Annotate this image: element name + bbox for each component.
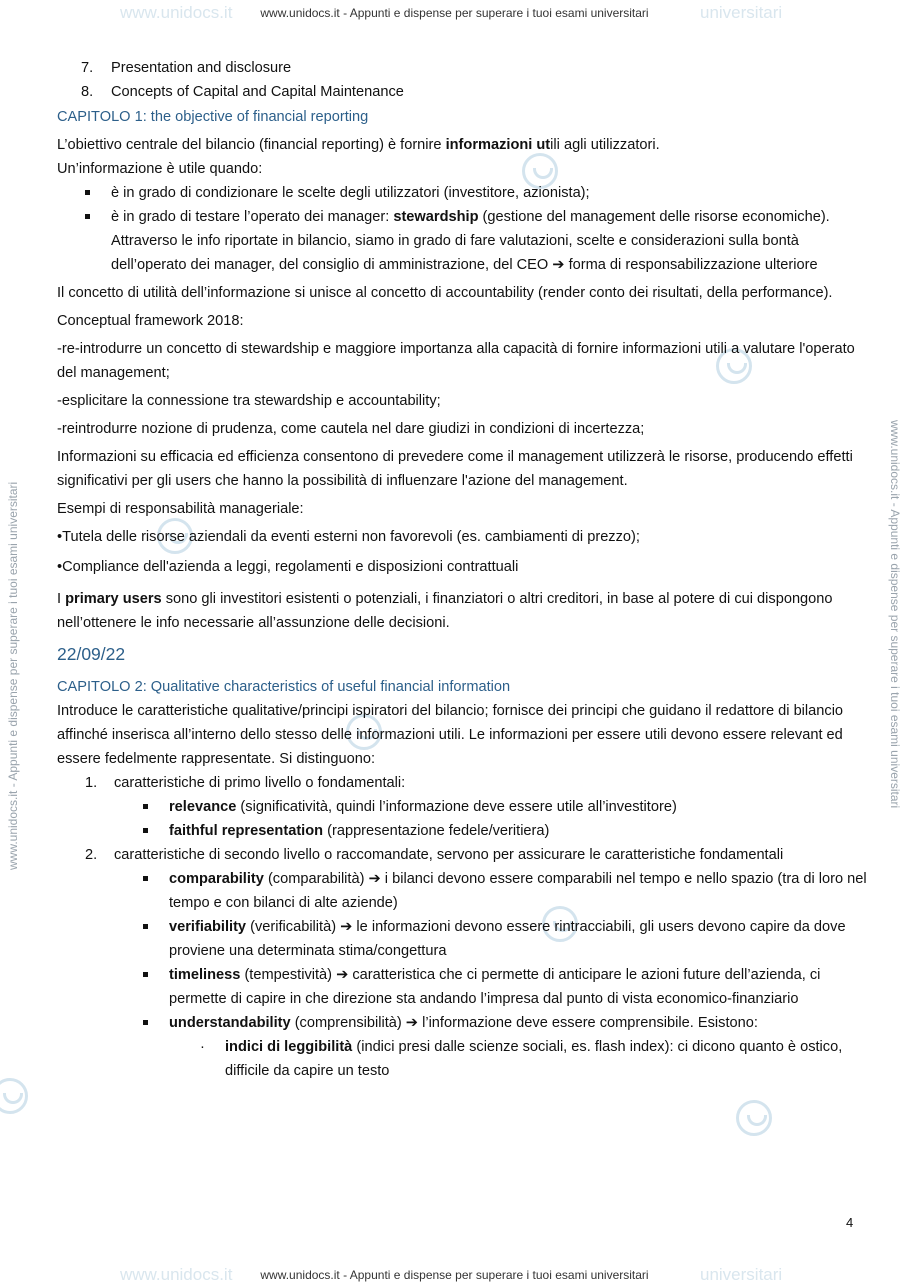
paragraph: -esplicitare la connessione tra stewardship e accountability; [57,393,441,409]
paragraph: Il concetto di utilità dell’informazione si unisce al concetto di accountability (render conto dei risultati, della performance). [57,285,833,301]
bullet-icon [143,828,148,833]
watermark-ghost: universitari [700,1265,783,1284]
list-item: 1. caratteristiche di primo livello o fondamentali: [85,775,406,791]
watermark-logo-icon [0,1078,28,1114]
list-item: understandability (comprensibilità) ➔ l’informazione deve essere comprensibile. Esistono: [57,1011,872,1035]
watermark-side-right: www.unidocs.it - Appunti e dispense per superare i tuoi esami universitari [888,420,902,809]
watermark-side-left: www.unidocs.it - Appunti e dispense per superare i tuoi esami universitari [6,481,20,870]
paragraph: I primary users sono gli investitori esistenti o potenziali, i finanziatori o altri creditori, in base al potere di cui dispongono nell’ottenere le info necessarie all’assunzione delle decisioni. [57,591,833,631]
paragraph: -reintrodurre nozione di prudenza, come cautela nel dare giudizi in condizioni di incertezza; [57,421,645,437]
bullet-icon: · [200,1039,205,1055]
watermark-ghost: universitari [700,3,783,22]
paragraph: •Tutela delle risorse aziendali da eventi esterni non favorevoli (es. cambiamenti di prezzo); [57,529,640,545]
paragraph: Un’informazione è utile quando: [57,161,263,177]
list-item: relevance (significatività, quindi l’informazione deve essere utile all’investitore) [57,795,872,819]
bullet-icon [85,214,90,219]
watermark-ghost: www.unidocs.it [120,1265,233,1284]
list-item: 2. caratteristiche di secondo livello o raccomandate, servono per assicurare le caratteristiche fondamentali [85,847,784,863]
chapter-heading: CAPITOLO 2: Qualitative characteristics of useful financial information [57,679,511,695]
list-item: timeliness (tempestività) ➔ caratteristica che ci permette di anticipare le azioni future dell’azienda, ci permette di capire in che direzione sta andando l’impresa dal punto di vista economico-finanziario [57,963,872,1011]
paragraph: Esempi di responsabilità manageriale: [57,501,304,517]
bullet-icon [143,876,148,881]
bullet-icon [85,190,90,195]
paragraph: •Compliance dell'azienda a leggi, regolamenti e disposizioni contrattuali [57,559,519,575]
date-heading: 22/09/22 [57,644,126,664]
list-item: verifiability (verificabilità) ➔ le informazioni devono essere rintracciabili, gli users devono capire da dove proviene una determinata stima/congettura [57,915,872,963]
paragraph: Conceptual framework 2018: [57,313,244,329]
paragraph: Informazioni su efficacia ed efficienza consentono di prevedere come il management utilizzerà le risorse, producendo effetti significativi per gli users che hanno la possibilità di influenzare l'azione del management. [57,449,853,489]
watermark-ghost: www.unidocs.it [120,3,233,22]
watermark-logo-icon [736,1100,772,1136]
paragraph: Introduce le caratteristiche qualitative/principi ispiratori del bilancio; fornisce dei principi che guidano il redattore di bilancio affinché inserisca all’interno dello stesso delle informazioni utili. Le informazioni per essere utili devono essere relevant ed essere fedelmente rappresentate. Si distinguono: [57,703,844,767]
list-item: 7. Presentation and disclosure [81,60,292,76]
paragraph: -re-introdurre un concetto di stewardship e maggiore importanza alla capacità di fornire informazioni utili a valutare l'operato del management; [57,341,855,381]
list-item: è in grado di testare l’operato dei manager: stewardship (gestione del management delle risorse economiche). Attraverso le info riportate in bilancio, siamo in grado di fare valutazioni, scelte e considerazioni sulla bontà dell’operato dei manager, del consiglio di amministrazione, del CEO ➔ forma di responsabilizzazione ulteriore [57,205,872,277]
paragraph: L’obiettivo centrale del bilancio (financial reporting) è fornire informazioni utili agli utilizzatori. [57,137,660,153]
page-number: 4 [846,1215,854,1230]
watermark-footer: www.unidocs.it - Appunti e dispense per superare i tuoi esami universitari [260,1268,649,1282]
bullet-icon [143,924,148,929]
list-item: · indici di leggibilità (indici presi dalle scienze sociali, es. flash index): ci dicono quanto è ostico, difficile da capire un testo [57,1035,872,1083]
list-item: faithful representation (rappresentazione fedele/veritiera) [57,819,872,843]
bullet-icon [143,1020,148,1025]
bullet-icon [143,804,148,809]
document-body [57,56,872,1083]
list-item: 8. Concepts of Capital and Capital Maintenance [81,84,404,100]
list-item: è in grado di condizionare le scelte degli utilizzatori (investitore, azionista); [57,181,872,205]
list-item: comparability (comparabilità) ➔ i bilanci devono essere comparabili nel tempo e nello spazio (tra di loro nel tempo e con bilanci di alte aziende) [57,867,872,915]
watermark-header: www.unidocs.it - Appunti e dispense per superare i tuoi esami universitari [260,6,649,20]
bullet-icon [143,972,148,977]
chapter-heading: CAPITOLO 1: the objective of financial reporting [57,109,369,125]
